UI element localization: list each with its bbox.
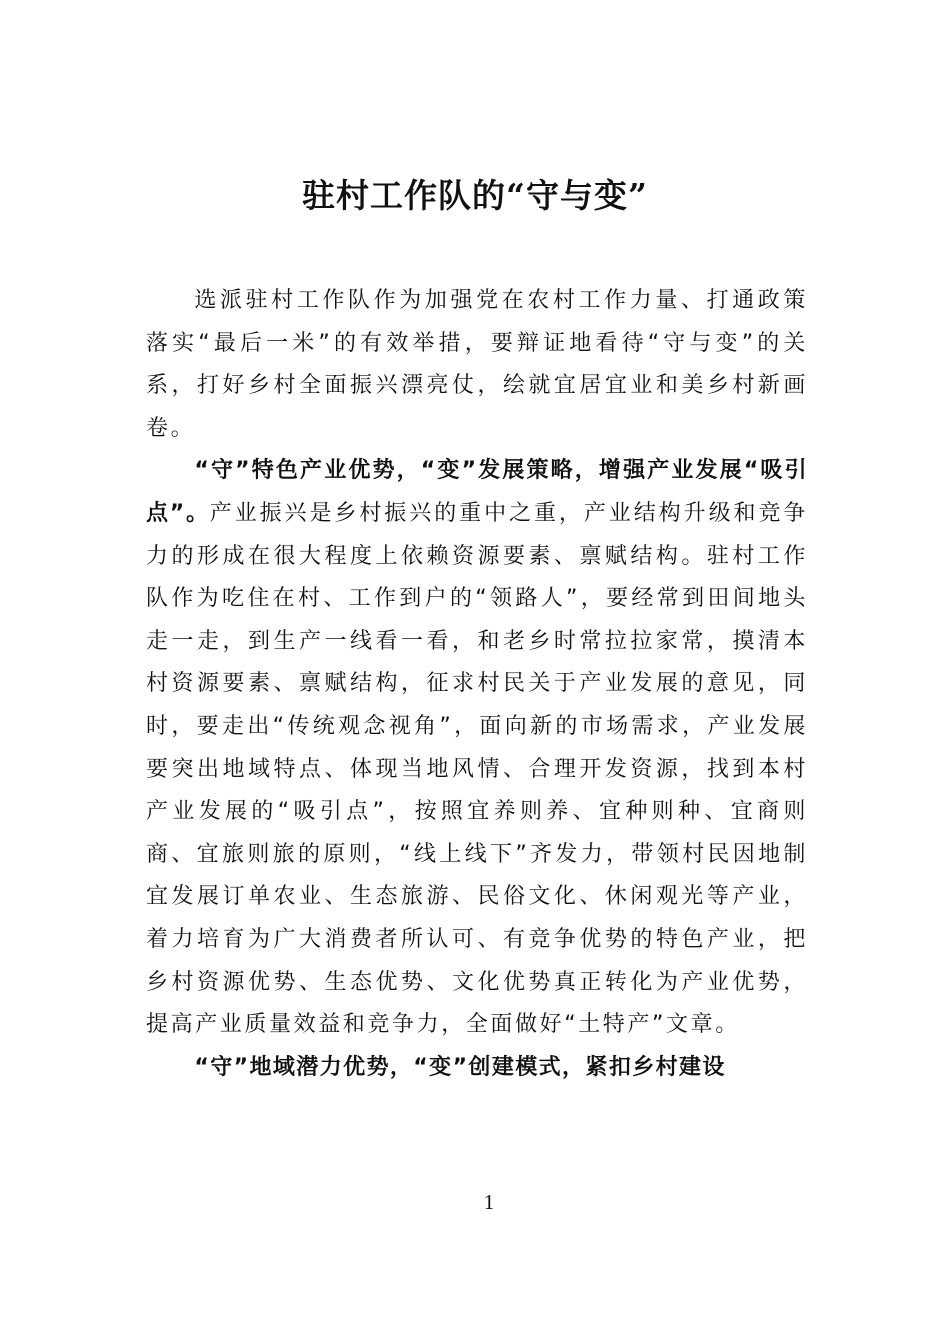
paragraph-intro-text: 选派驻村工作队作为加强党在农村工作力量、打通政策落实“最后一米”的有效举措，要辩证地看待“守与变”的关系，打好乡村全面振兴漂亮仗，绘就宜居宜业和美乡村新画卷。 [146, 288, 808, 441]
page-number: 1 [483, 1190, 495, 1214]
paragraph-intro [146, 280, 808, 450]
paragraph-industry-heading: “守”特色产业优势，“变”发展策略，增强产业发展“吸引点”。 [146, 458, 808, 526]
document-body [146, 280, 808, 1089]
paragraph-construction-heading: “守”地域潜力优势，“变”创建模式，紧扣乡村建设 [194, 1054, 726, 1080]
paragraph-industry-text: 产业振兴是乡村振兴的重中之重，产业结构升级和竞争力的形成在很大程度上依赖资源要素、禀赋结构。驻村工作队作为吃住在村、工作到户的“领路人”，要经常到田间地头走一走，到生产一线看一看，和老乡时常拉拉家常，摸清本村资源要素、禀赋结构，征求村民关于产业发展的意见，同时，要走出“传统观念视角”，面向新的市场需求，产业发展要突出地域特点、体现当地风情、合理开发资源，找到本村产业发展的“吸引点”，按照宜养则养、宜种则种、宜商则商、宜旅则旅的原则，“线上线下”齐发力，带领村民因地制宜发展订单农业、生态旅游、民俗文化、休闲观光等产业，着力培育为广大消费者所认可、有竞争优势的特色产业，把乡村资源优势、生态优势、文化优势真正转化为产业优势，提高产业质量效益和竞争力，全面做好“土特产”文章。 [146, 500, 808, 1038]
document-title: 驻村工作队的“守与变” [302, 176, 648, 215]
paragraph-industry [146, 450, 808, 1046]
paragraph-construction [146, 1047, 808, 1090]
